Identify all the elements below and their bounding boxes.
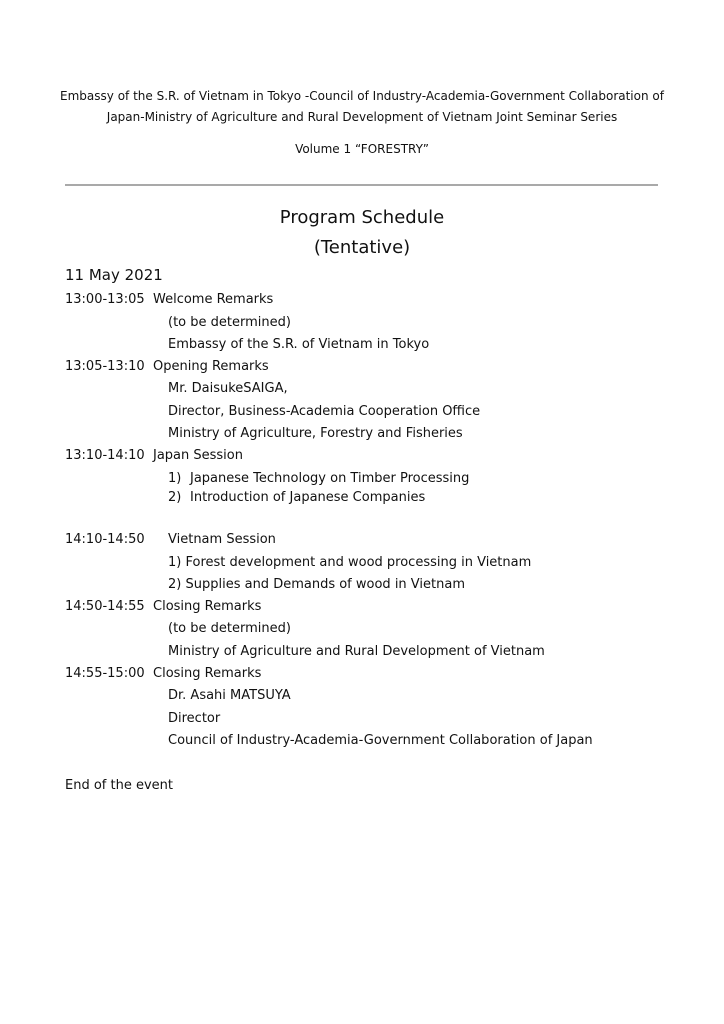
session-detail: Embassy of the S.R. of Vietnam in Tokyo — [168, 337, 430, 352]
session-detail: Ministry of Agriculture, Forestry and Fisheries — [168, 426, 463, 441]
session-detail: Director, Business-Academia Cooperation Office — [168, 404, 481, 419]
session-detail: Mr. DaisukeSAIGA, — [168, 381, 288, 396]
session-time: 13:05-13:10 — [65, 359, 145, 374]
end-of-event: End of the event — [65, 778, 173, 793]
list-item-text: Forest development and wood processing in Vietnam — [185, 555, 532, 570]
session-time: 14:10-14:50 — [65, 532, 145, 547]
session-detail: (to be determined) — [168, 621, 291, 636]
session-title: Vietnam Session — [168, 532, 276, 547]
session-detail: Ministry of Agriculture and Rural Development of Vietnam — [168, 644, 545, 659]
session-detail: Dr. Asahi MATSUYA — [168, 688, 291, 703]
page-title: Program Schedule — [279, 207, 445, 228]
list-item: Japanese Technology on Timber Processing — [190, 471, 470, 486]
header-divider — [65, 184, 658, 186]
list-number: 2) — [168, 490, 182, 505]
session-title: Japan Session — [153, 448, 243, 463]
session-detail: (to be determined) — [168, 315, 291, 330]
list-item-text: Supplies and Demands of wood in Vietnam — [185, 577, 465, 592]
event-date: 11 May 2021 — [65, 266, 163, 284]
session-title: Welcome Remarks — [153, 292, 274, 307]
session-title: Closing Remarks — [153, 666, 262, 681]
header-volume: Volume 1 “FORESTRY” — [295, 142, 429, 156]
session-time: 13:10-14:10 — [65, 448, 145, 463]
session-time: 14:55-15:00 — [65, 666, 145, 681]
list-item: Introduction of Japanese Companies — [190, 490, 426, 505]
list-number: 1) — [168, 471, 182, 486]
session-title: Opening Remarks — [153, 359, 269, 374]
session-time: 13:00-13:05 — [65, 292, 145, 307]
header-line-2: Japan-Ministry of Agriculture and Rural Development of Vietnam Joint Seminar Series — [106, 110, 618, 124]
header-line-1: Embassy of the S.R. of Vietnam in Tokyo -Council of Industry-Academia-Government Collaboration of — [60, 89, 664, 103]
session-detail: Council of Industry-Academia-Government Collaboration of Japan — [168, 733, 593, 748]
page-subtitle: (Tentative) — [313, 237, 411, 258]
list-item — [168, 577, 465, 592]
list-number: 1) — [168, 555, 182, 570]
session-detail: Director — [168, 711, 221, 726]
session-time: 14:50-14:55 — [65, 599, 145, 614]
list-number: 2) — [168, 577, 182, 592]
list-item — [168, 555, 531, 570]
session-title: Closing Remarks — [153, 599, 262, 614]
